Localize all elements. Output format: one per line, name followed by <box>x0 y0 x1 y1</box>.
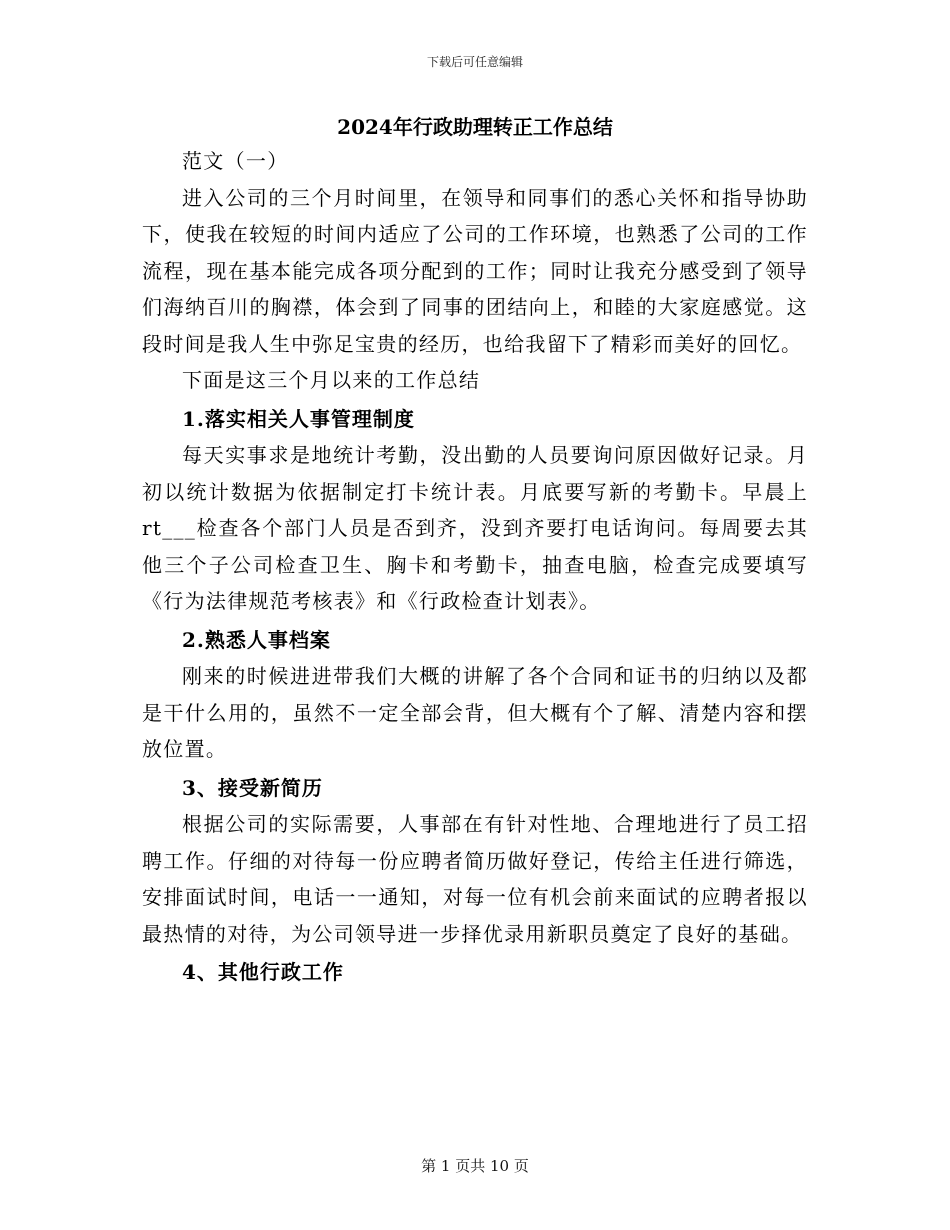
header-note: 下载后可任意编辑 <box>426 55 523 69</box>
lead-paragraph: 下面是这三个月以来的工作总结 <box>182 368 481 392</box>
section-heading-1: 1.落实相关人事管理制度 <box>182 406 415 431</box>
section-heading-3: 3、接受新简历 <box>182 775 323 800</box>
section-body-3: 根据公司的实际需要，人事部在有针对性地、合理地进行了员工招聘工作。仔细的对待每一份应聘者简历做好登记，传给主任进行筛选，安排面试时间，电话一一通知，对每一位有机会前来面试的应聘者报以最热情的对待，为公司领导进一步择优录用新职员奠定了良好的基础。 <box>142 812 808 946</box>
document-content <box>142 113 808 991</box>
document-title: 2024年行政助理转正工作总结 <box>337 115 613 139</box>
section-heading-4: 4、其他行政工作 <box>182 960 344 984</box>
section-heading-2: 2.熟悉人事档案 <box>182 627 331 652</box>
section-body-2: 刚来的时候进进带我们大概的讲解了各个合同和证书的归纳以及都是干什么用的，虽然不一定全部会背，但大概有个了解、清楚内容和摆放位置。 <box>142 664 808 761</box>
page-indicator: 第 1 页共 10 页 <box>421 1157 529 1175</box>
intro-paragraph: 进入公司的三个月时间里，在领导和同事们的悉心关怀和指导协助下，使我在较短的时间内适应了公司的工作环境，也熟悉了公司的工作流程，现在基本能完成各项分配到的工作；同时让我充分感受到了领导们海纳百川的胸襟，体会到了同事的团结向上，和睦的大家庭感觉。这段时间是我人生中弥足宝贵的经历，也给我留下了精彩而美好的回忆。 <box>142 185 808 356</box>
section-body-1: 每天实事求是地统计考勤，没出勤的人员要询问原因做好记录。月初以统计数据为依据制定打卡统计表。月底要写新的考勤卡。早晨上rt___检查各个部门人员是否到齐，没到齐要打电话询问。每周要去其他三个子公司检查卫生、胸卡和考勤卡，抽查电脑，检查完成要填写《行为法律规范考核表》和《行政检查计划表》。 <box>142 443 808 613</box>
document-subtitle: 范文（一） <box>182 149 289 173</box>
